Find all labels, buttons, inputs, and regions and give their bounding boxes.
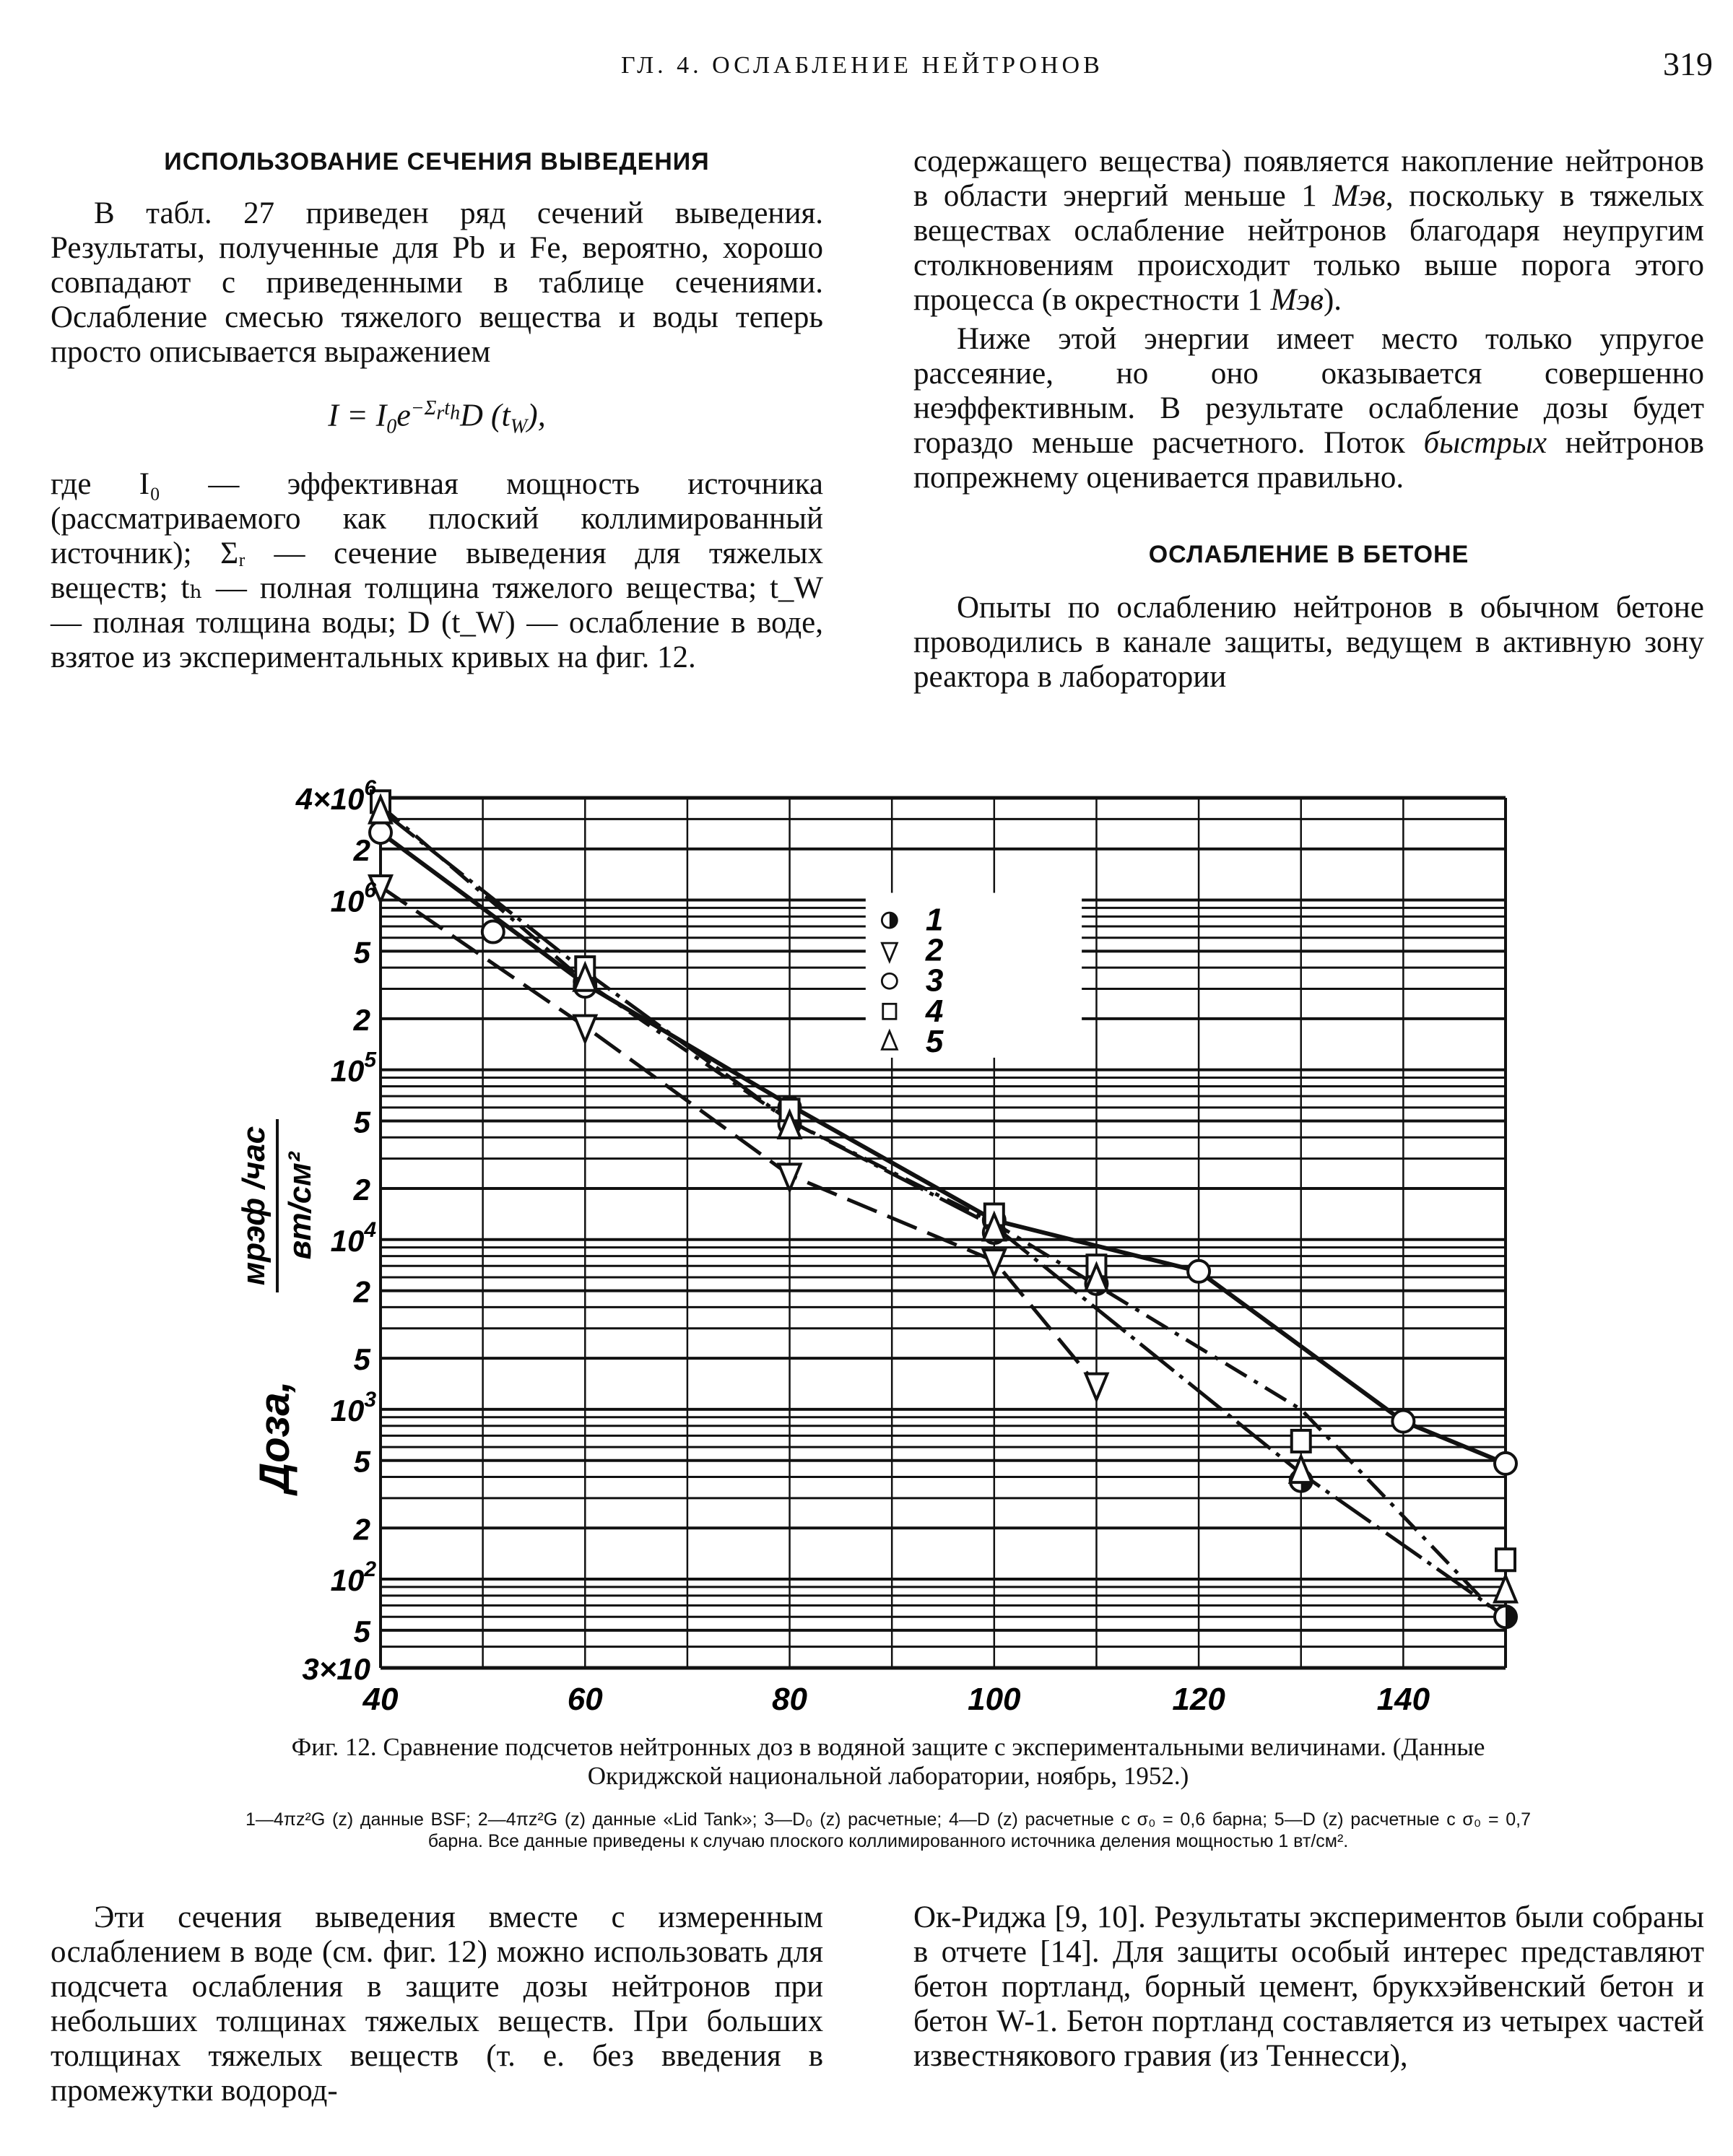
right-column-top [913, 144, 1704, 695]
paragraph: Опыты по ослаблению нейтронов в обычном бетоне проводились в канале защиты, ведущем в активную зону реактора в лаборатории [913, 591, 1704, 694]
circle-marker-icon [882, 973, 897, 988]
y-tick-label: $10^4$ [330, 1217, 376, 1258]
triangle-down-marker-icon [983, 1250, 1005, 1276]
y-tick-label: $10^3$ [330, 1387, 376, 1427]
legend-label: 4 [925, 993, 944, 1029]
half-filled-circle-marker-icon [1495, 1606, 1516, 1627]
y-axis-label [238, 1119, 318, 1497]
paragraph: содержащего вещества) появляется накопление нейтронов в области энергий меньше 1 Мэв, поскольку в тяжелых веществах ослабление нейтронов благодаря неупругим столкновениям происходит только выше порога этого процесса (в окрестности 1 Мэв). [913, 144, 1704, 317]
section-heading-concrete: ОСЛАБЛЕНИЕ В БЕТОНЕ [1148, 541, 1469, 568]
legend-label: 1 [925, 902, 944, 938]
paragraph: Ниже этой энергии имеет место только упругое рассеяние, но оно оказывается совершенно неэффективным. В результате ослабление дозы будет гораздо меньше расчетного. Поток быстрых нейтронов попрежнему оценивается правильно. [913, 322, 1704, 495]
figure-caption [238, 1733, 1538, 1870]
circle-marker-icon [370, 822, 391, 843]
legend-label: 3 [925, 962, 944, 999]
y-tick-label: 5 [353, 935, 370, 970]
paragraph: где I₀ — эффективная мощность источника (рассматриваемого как плоский коллимированный источник); Σᵣ — сечение выведения для тяжелых веществ; tₕ — полная толщина тяжелого вещества; t_W — полная толщина воды; D (t_W) — ослабление в воде, взятое из экспериментальных кривых на фиг. 12. [51, 467, 823, 675]
triangle-down-marker-icon [779, 1164, 801, 1190]
square-marker-icon [1292, 1430, 1311, 1452]
svg-text:мрэф /час: мрэф /час [238, 1126, 272, 1286]
circle-marker-icon [1392, 1411, 1414, 1433]
y-tick-label: $4\times 10^6$ [295, 776, 376, 816]
y-tick-label: 2 [353, 833, 370, 867]
svg-text:Доза,: Доза, [251, 1381, 298, 1493]
left-column-bottom [51, 1900, 823, 2108]
y-tick-label: $10^5$ [330, 1048, 376, 1088]
x-tick-label: 60 [567, 1682, 603, 1717]
square-marker-icon [1496, 1549, 1515, 1570]
page-number: 319 [1663, 45, 1713, 82]
y-tick-label: 2 [353, 1173, 370, 1207]
y-tick-label: $10^6$ [330, 878, 376, 918]
paragraph: В табл. 27 приведен ряд сечений выведения. Результаты, полученные для Pb и Fe, вероятно, хорошо совпадают с приведенными в таблице сечениями. Ослабление смесью тяжелого вещества и воды теперь просто описывается выражением [51, 196, 823, 369]
svg-text:вт/см²: вт/см² [282, 1152, 318, 1260]
attenuation-formula: $I = I_0e^{-\Sigma_rt_h}D$ $(t_W)$, [328, 397, 546, 438]
dose-attenuation-plot [238, 773, 1538, 1726]
figure-12-chart [238, 773, 1538, 1726]
section-heading-removal-cross-section: ИСПОЛЬЗОВАНИЕ СЕЧЕНИЯ ВЫВЕДЕНИЯ [164, 148, 710, 175]
y-tick-label: 2 [353, 1512, 370, 1547]
y-tick-label: 5 [353, 1105, 370, 1139]
square-marker-icon [883, 1004, 896, 1019]
x-tick-label: 140 [1376, 1682, 1430, 1717]
caption-main: Фиг. 12. Сравнение подсчетов нейтронных доз в водяной защите с экспериментальными величинами. (Данные Окриджской национальной лаборатории, ноябрь, 1952.) [291, 1733, 1485, 1790]
legend-label: 2 [925, 932, 944, 968]
triangle-down-marker-icon [1085, 1374, 1107, 1400]
right-column-bottom [913, 1900, 1704, 2074]
y-tick-label: 2 [353, 1274, 370, 1309]
y-tick-label: $10^2$ [330, 1557, 376, 1598]
y-tick-label: 5 [353, 1444, 370, 1479]
x-tick-label: 100 [968, 1682, 1021, 1717]
paragraph: Эти сечения выведения вместе с измеренным ослаблением в воде (см. фиг. 12) можно использовать для подсчета ослабления в защите дозы нейтронов при небольших толщинах тяжелых веществ. При больших толщинах тяжелых веществ (т. е. без введения в промежутки водород- [51, 1900, 823, 2108]
x-tick-label: 120 [1172, 1682, 1225, 1717]
y-tick-label: 2 [353, 1002, 370, 1037]
x-tick-label: 80 [772, 1682, 808, 1717]
y-tick-label: 5 [353, 1342, 370, 1377]
circle-marker-icon [482, 921, 504, 943]
triangle-down-marker-icon [574, 1016, 596, 1042]
half-filled-circle-marker-icon [882, 913, 897, 928]
caption-legend-notes: 1—4πz²G (z) данные BSF; 2—4πz²G (z) данные «Lid Tank»; 3—D₀ (z) расчетные; 4—D (z) расчетные с σ₀ = 0,6 барна; 5—D (z) расчетные с σ₀ = 0,7 барна. Все данные приведены к случаю плоского коллимированного источника деления мощностью 1 вт/см². [246, 1809, 1531, 1851]
x-tick-label: 40 [362, 1682, 399, 1717]
y-tick-label: 5 [353, 1614, 370, 1648]
paragraph: Ок-Риджа [9, 10]. Результаты экспериментов были собраны в отчете [14]. Для защиты особый интерес представляют бетон портланд, борный цемент, брукхэйвенский бетон и бетон W-1. Бетон портланд составляется из четырех частей известнякового гравия (из Теннесси), [913, 1900, 1704, 2073]
legend-label: 5 [925, 1023, 944, 1059]
x-axis-tick-labels [362, 1682, 1430, 1717]
left-column-top [51, 144, 823, 675]
chapter-title: ГЛ. 4. ОСЛАБЛЕНИЕ НЕЙТРОНОВ [621, 52, 1103, 79]
circle-marker-icon [1188, 1261, 1209, 1282]
circle-marker-icon [1495, 1453, 1516, 1474]
y-tick-label: 3×10 [302, 1652, 370, 1686]
running-head [0, 45, 1733, 95]
